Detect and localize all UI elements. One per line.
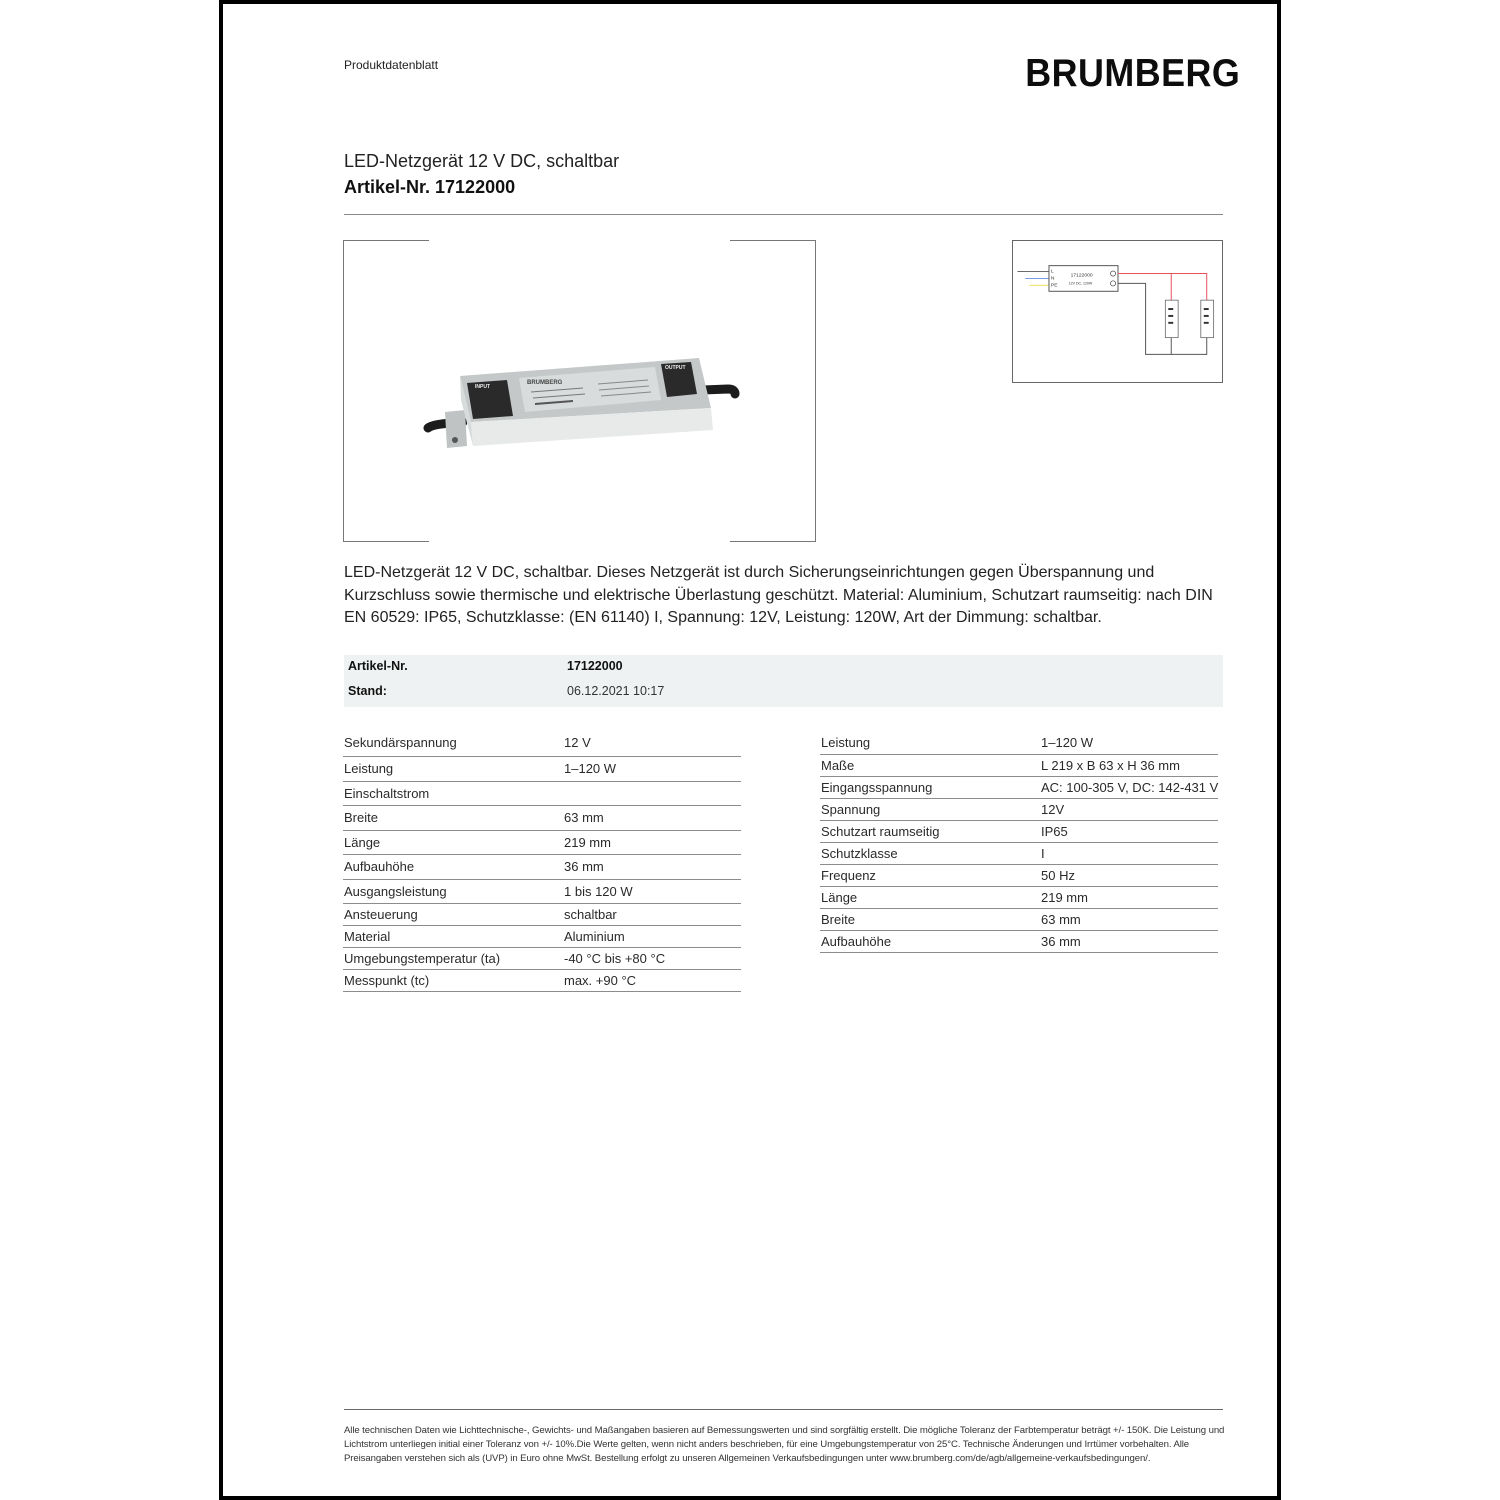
header-divider xyxy=(344,214,1223,215)
document-type-label: Produktdatenblatt xyxy=(344,58,439,72)
spec-value: 36 mm xyxy=(564,859,604,874)
spec-row xyxy=(343,970,741,992)
spec-value: 12V xyxy=(1041,802,1065,817)
spec-label: Maße xyxy=(821,758,855,773)
article-number-heading: Artikel-Nr. 17122000 xyxy=(344,177,516,197)
spec-label: Einschaltstrom xyxy=(344,785,430,801)
spec-row xyxy=(343,926,741,948)
spec-label: Leistung xyxy=(821,735,871,750)
product-description: LED-Netzgerät 12 V DC, schaltbar. Dieses Netzgerät ist durch Sicherungseinrichtungen gegen Überspannung und Kurzschluss sowie thermische und elektrische Überlastung geschützt. Material: Aluminium, Schutzart raumseitig: nach DIN EN 60529: IP65, Schutzklasse: (EN 61140) I, Spannung: 12V, Leistung: 120W, Art der Dimmung: schaltbar. xyxy=(344,564,1213,626)
spec-label: Umgebungstemperatur (ta) xyxy=(344,951,501,966)
spec-row xyxy=(820,821,1218,843)
spec-label: Schutzart raumseitig xyxy=(821,824,940,839)
svg-text:INPUT: INPUT xyxy=(475,384,490,390)
spec-value: 63 mm xyxy=(1041,912,1081,927)
spec-value: 50 Hz xyxy=(1041,868,1075,883)
spec-label: Ausgangsleistung xyxy=(344,883,447,899)
footer-divider xyxy=(344,1409,1223,1410)
spec-value: 36 mm xyxy=(1041,934,1081,949)
spec-row xyxy=(343,782,741,807)
spec-row xyxy=(820,931,1218,953)
info-value: 17122000 xyxy=(567,659,623,673)
spec-value: 1–120 W xyxy=(564,761,617,776)
svg-text:12V DC, 120W: 12V DC, 120W xyxy=(1068,281,1093,286)
spec-row xyxy=(343,904,741,926)
info-label: Stand: xyxy=(348,684,387,698)
spec-row xyxy=(343,731,741,757)
spec-table-right xyxy=(820,731,1218,953)
spec-label: Spannung xyxy=(821,802,881,817)
spec-value: 1 bis 120 W xyxy=(564,883,633,899)
spec-label: Eingangsspannung xyxy=(821,780,933,795)
info-value: 06.12.2021 10:17 xyxy=(567,684,665,698)
spec-row xyxy=(343,831,741,856)
spec-value: AC: 100-305 V, DC: 142-431 V xyxy=(1041,780,1219,795)
product-photo xyxy=(423,350,743,460)
spec-row xyxy=(343,948,741,970)
spec-label: Sekundärspannung xyxy=(344,735,457,750)
info-label: Artikel-Nr. xyxy=(348,659,408,673)
spec-label: Breite xyxy=(821,912,855,927)
spec-value: 12 V xyxy=(564,735,591,750)
spec-value: max. +90 °C xyxy=(564,973,637,988)
spec-value: L 219 x B 63 x H 36 mm xyxy=(1041,758,1180,773)
spec-row xyxy=(820,755,1218,777)
spec-label: Breite xyxy=(344,810,378,825)
spec-value: I xyxy=(1041,846,1045,861)
spec-value: -40 °C bis +80 °C xyxy=(564,951,666,966)
svg-text:PE: PE xyxy=(1050,283,1058,289)
spec-row xyxy=(820,887,1218,909)
spec-row xyxy=(343,757,741,782)
spec-value: 63 mm xyxy=(564,810,604,825)
svg-text:N: N xyxy=(1050,276,1055,282)
spec-row xyxy=(820,799,1218,821)
spec-label: Ansteuerung xyxy=(344,907,418,922)
spec-label: Länge xyxy=(344,834,381,850)
spec-label: Messpunkt (tc) xyxy=(344,973,430,988)
spec-value: 219 mm xyxy=(564,834,611,850)
svg-text:BRUMBERG: BRUMBERG xyxy=(527,380,563,386)
svg-text:OUTPUT: OUTPUT xyxy=(665,365,686,371)
svg-text:L: L xyxy=(1050,269,1054,275)
spec-table-left xyxy=(343,731,741,992)
spec-value: IP65 xyxy=(1041,824,1068,839)
footer-disclaimer: Alle technischen Daten wie Lichttechnische-, Gewichts- und Maßangaben basieren auf Bemessungswerten und sind sorgfältig erstellt. Die mögliche Toleranz der Farbtemperatur beträgt +/- 150K. Die Leistung und Lichtstrom unterliegen initial einer Toleranz von +/- 10%.Die Werte gelten, wenn nicht anders beschrieben, für eine Umgebungstemperatur von 25°C. Technische Änderungen und Irrtümer vorbehalten. Alle Preisangaben verstehen sich als (UVP) in Euro ohne MwSt. Bestellung erfolgt zu unseren Allgemeinen Verkaufsbedingungen unter www.brumberg.com/de/agb/allgemeine-verkaufsbedingungen/. xyxy=(344,1425,1225,1464)
spec-row xyxy=(343,855,741,880)
spec-label: Länge xyxy=(821,890,858,905)
spec-label: Frequenz xyxy=(821,868,876,883)
svg-text:17122000: 17122000 xyxy=(1070,273,1093,279)
spec-value: schaltbar xyxy=(564,907,617,922)
spec-label: Leistung xyxy=(344,761,394,776)
spec-label: Material xyxy=(344,929,391,944)
spec-row xyxy=(343,806,741,831)
spec-label: Aufbauhöhe xyxy=(821,934,892,949)
spec-label: Aufbauhöhe xyxy=(344,859,415,874)
spec-row xyxy=(820,909,1218,931)
spec-value: 1–120 W xyxy=(1041,735,1094,750)
product-image-frame xyxy=(343,240,816,542)
spec-value: Aluminium xyxy=(564,929,625,944)
spec-label: Schutzklasse xyxy=(821,846,898,861)
spec-row xyxy=(343,880,741,905)
article-info-band xyxy=(344,655,1223,707)
wiring-diagram xyxy=(1012,240,1223,383)
brand-logo: BRUMBERG xyxy=(1025,52,1241,95)
spec-row xyxy=(820,777,1218,799)
spec-row xyxy=(820,843,1218,865)
spec-row xyxy=(820,731,1218,755)
spec-value: 219 mm xyxy=(1041,890,1088,905)
product-title: LED-Netzgerät 12 V DC, schaltbar xyxy=(344,151,620,171)
spec-row xyxy=(820,865,1218,887)
